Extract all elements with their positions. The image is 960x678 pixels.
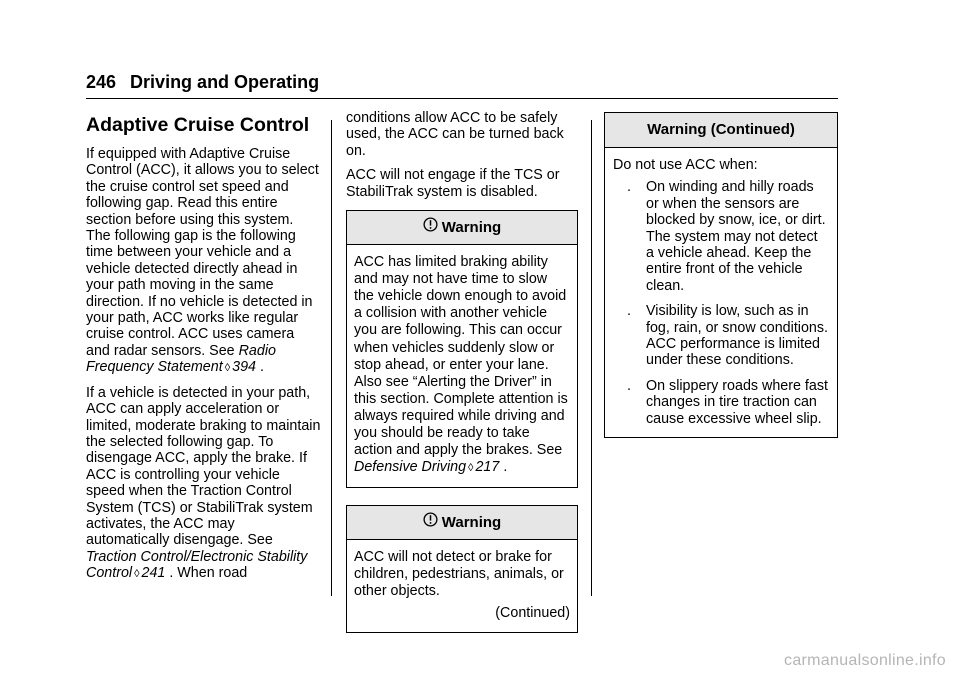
warning-text: ACC has limited braking ability and may not have time to slow the vehicle down enough to avoid a collision with another vehicle you are following. This can occur when vehicles suddenly slow or stop ahead, or enter your lane. Also see “Alerting the Driver” in this section. Complete attention is always required while driving and you should be ready to take action and apply the brakes. See — [354, 254, 568, 459]
intro-end: . — [255, 359, 264, 376]
warning-circle-icon — [423, 211, 438, 244]
list-item-text: On winding and hilly roads or when the sensors are blocked by snow, ice, or dirt. The system may not detect a vehicle ahead. Keep the entire front of the vehicle clean. — [646, 179, 826, 294]
header-text — [86, 70, 838, 94]
warning-heading-label: Warning — [441, 514, 502, 532]
warning-heading-label: Warning — [441, 219, 502, 237]
list-item-text: Visibility is low, such as in fog, rain, or snow conditions. ACC performance is limited under these conditions. — [646, 303, 828, 369]
tcs-paragraph: ACC will not engage if the TCS or StabiliTrak system is disabled. — [346, 167, 560, 200]
warning-intro: Do not use ACC when: — [613, 157, 758, 173]
radio-frequency-link[interactable]: Radio Frequency Statement — [86, 342, 276, 376]
page-number: 246 — [86, 72, 117, 92]
warning-body — [347, 245, 577, 487]
chapter-title: Driving and Operating — [130, 72, 320, 92]
acc-detected-paragraph — [86, 385, 321, 583]
header-rule — [86, 98, 838, 99]
warning-text: ACC will not detect or brake for children, pedestrians, animals, or other objects. — [354, 549, 564, 600]
list-item — [613, 378, 829, 427]
bullet-icon: . — [627, 377, 631, 394]
bullet-icon: . — [627, 179, 631, 196]
column-divider-1 — [331, 120, 332, 596]
column-3 — [604, 110, 838, 438]
watermark: carmanualsonline.info — [784, 652, 946, 669]
column-1 — [86, 110, 321, 591]
arrow-ref-icon: ◊ — [468, 462, 474, 475]
warning-box-detection — [346, 505, 578, 632]
list-item-text: On slippery roads where fast changes in tire traction can cause excessive wheel slip. — [646, 377, 828, 427]
bullet-icon: . — [627, 303, 631, 320]
defensive-driving-link[interactable]: Defensive Driving — [354, 459, 467, 476]
list-item — [613, 303, 829, 369]
warning-list — [613, 179, 829, 427]
warning-heading — [347, 211, 577, 245]
arrow-ref-icon: ◊ — [134, 568, 140, 581]
column-divider-2 — [591, 120, 592, 596]
traction-control-page[interactable]: 241 — [141, 565, 166, 582]
warning-heading — [347, 506, 577, 540]
acc-detected-end: . When road — [165, 565, 248, 582]
warning-box-continued — [604, 112, 838, 438]
list-item — [613, 179, 829, 294]
warning-end: . — [499, 459, 508, 476]
radio-frequency-page[interactable]: 394 — [232, 359, 256, 376]
conditions-paragraph: conditions allow ACC to be safely used, the ACC can be turned back on. — [346, 110, 564, 159]
arrow-ref-icon: ◊ — [224, 362, 231, 375]
page-header — [86, 70, 838, 94]
intro-paragraph — [86, 146, 321, 377]
acc-detected-text: If a vehicle is detected in your path, ACC can apply acceleration or limited, moderate braking to maintain the selected following gap. To disengage ACC, apply the brake. If ACC is controlling your vehicle speed when the Traction Control System (TCS) or StabiliTrak system activates, the ACC may automatically disengage. See — [86, 384, 321, 549]
warning-box-braking — [346, 210, 578, 488]
continued-label: (Continued) — [495, 604, 570, 621]
defensive-driving-page[interactable]: 217 — [475, 459, 500, 476]
warning-body — [347, 540, 577, 631]
warning-circle-icon — [423, 506, 438, 539]
column-2 — [346, 110, 578, 633]
section-title: Adaptive Cruise Control — [86, 114, 310, 136]
warning-body — [605, 148, 837, 437]
warning-heading: Warning (Continued) — [605, 113, 837, 148]
intro-text: If equipped with Adaptive Cruise Control (ACC), it allows you to select the cruise control set speed and following gap. Read this entire section before using this system. The following gap is the following time between your vehicle and a vehicle detected directly ahead in your path moving in the same direction. If no vehicle is detected in your path, ACC works like regular cruise control. ACC uses camera and radar sensors. See — [86, 146, 319, 359]
traction-control-link[interactable]: Traction Control/Electronic Stability Control — [86, 548, 308, 582]
